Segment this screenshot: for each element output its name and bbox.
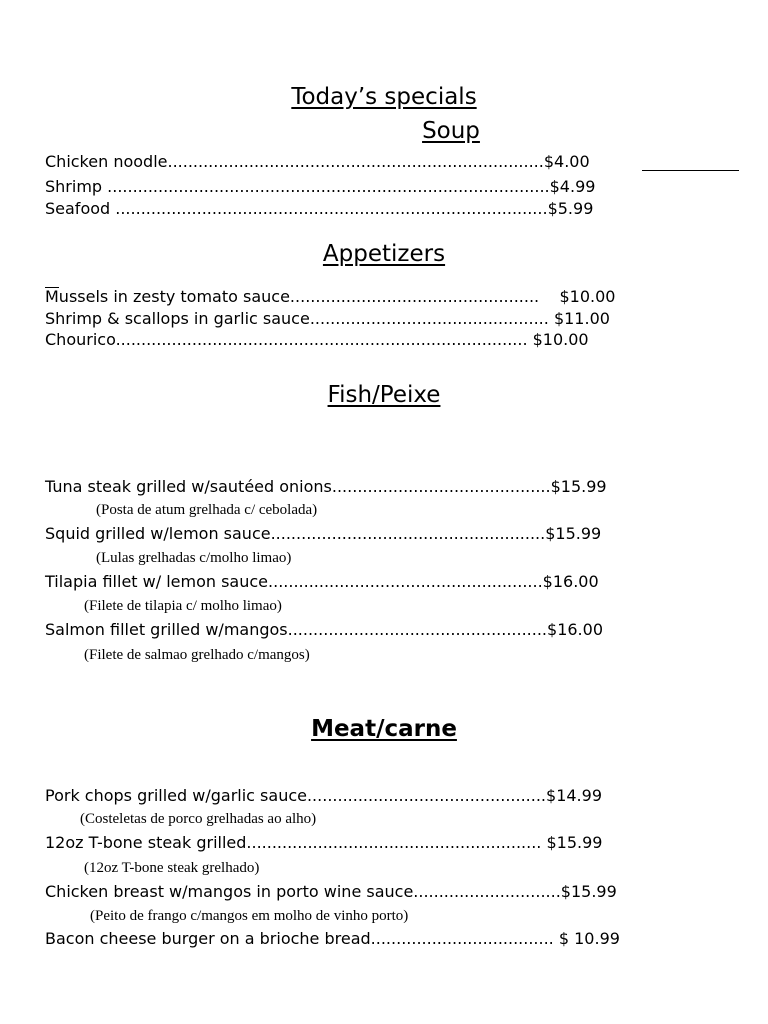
menu-item: Tilapia fillet w/ lemon sauce......................................................$16.00 xyxy=(45,572,599,591)
section-heading-fish: Fish/Peixe xyxy=(327,382,441,408)
menu-item: Bacon cheese burger on a brioche bread.................................... $ 10.99 xyxy=(45,929,620,948)
menu-item-translation: (Peito de frango c/mangos em molho de vinho porto) xyxy=(90,908,409,924)
menu-item: Chicken noodle..........................................................................$4.00 xyxy=(45,152,590,171)
menu-item: Chicken breast w/mangos in porto wine sauce.............................$15.99 xyxy=(45,882,617,901)
menu-item-translation: (12oz T-bone steak grelhado) xyxy=(84,860,260,876)
menu-item: Seafood .....................................................................................$5.99 xyxy=(45,199,594,218)
page-title: Today’s specials xyxy=(291,84,477,110)
section-heading-soup: Soup xyxy=(422,118,480,144)
menu-item: Shrimp & scallops in garlic sauce............................................... $11.00 xyxy=(45,309,610,328)
menu-item: Squid grilled w/lemon sauce......................................................$15.99 xyxy=(45,524,602,543)
menu-item: Pork chops grilled w/garlic sauce...............................................$14.99 xyxy=(45,786,602,805)
menu-item: Mussels in zesty tomato sauce................................................. $10.00 xyxy=(45,287,616,306)
menu-item-translation: (Filete de tilapia c/ molho limao) xyxy=(84,598,282,614)
menu-item: Tuna steak grilled w/sautéed onions...........................................$15.99 xyxy=(45,477,607,496)
section-heading-appetizers: Appetizers xyxy=(322,241,446,267)
underline-rule xyxy=(642,170,739,171)
menu-item: Shrimp .......................................................................................$4.99 xyxy=(45,177,596,196)
section-heading-meat: Meat/carne xyxy=(311,716,457,742)
menu-item-translation: (Costeletas de porco grelhadas ao alho) xyxy=(80,811,317,827)
menu-item-translation: (Lulas grelhadas c/molho limao) xyxy=(96,550,292,566)
menu-item: Salmon fillet grilled w/mangos...................................................$16.00 xyxy=(45,620,603,639)
menu-item: 12oz T-bone steak grilled.......................................................... $15.99 xyxy=(45,833,603,852)
menu-item-translation: (Filete de salmao grelhado c/mangos) xyxy=(84,647,310,663)
menu-item: Chourico................................................................................. $10.00 xyxy=(45,330,589,349)
menu-item-translation: (Posta de atum grelhada c/ cebolada) xyxy=(96,502,318,518)
